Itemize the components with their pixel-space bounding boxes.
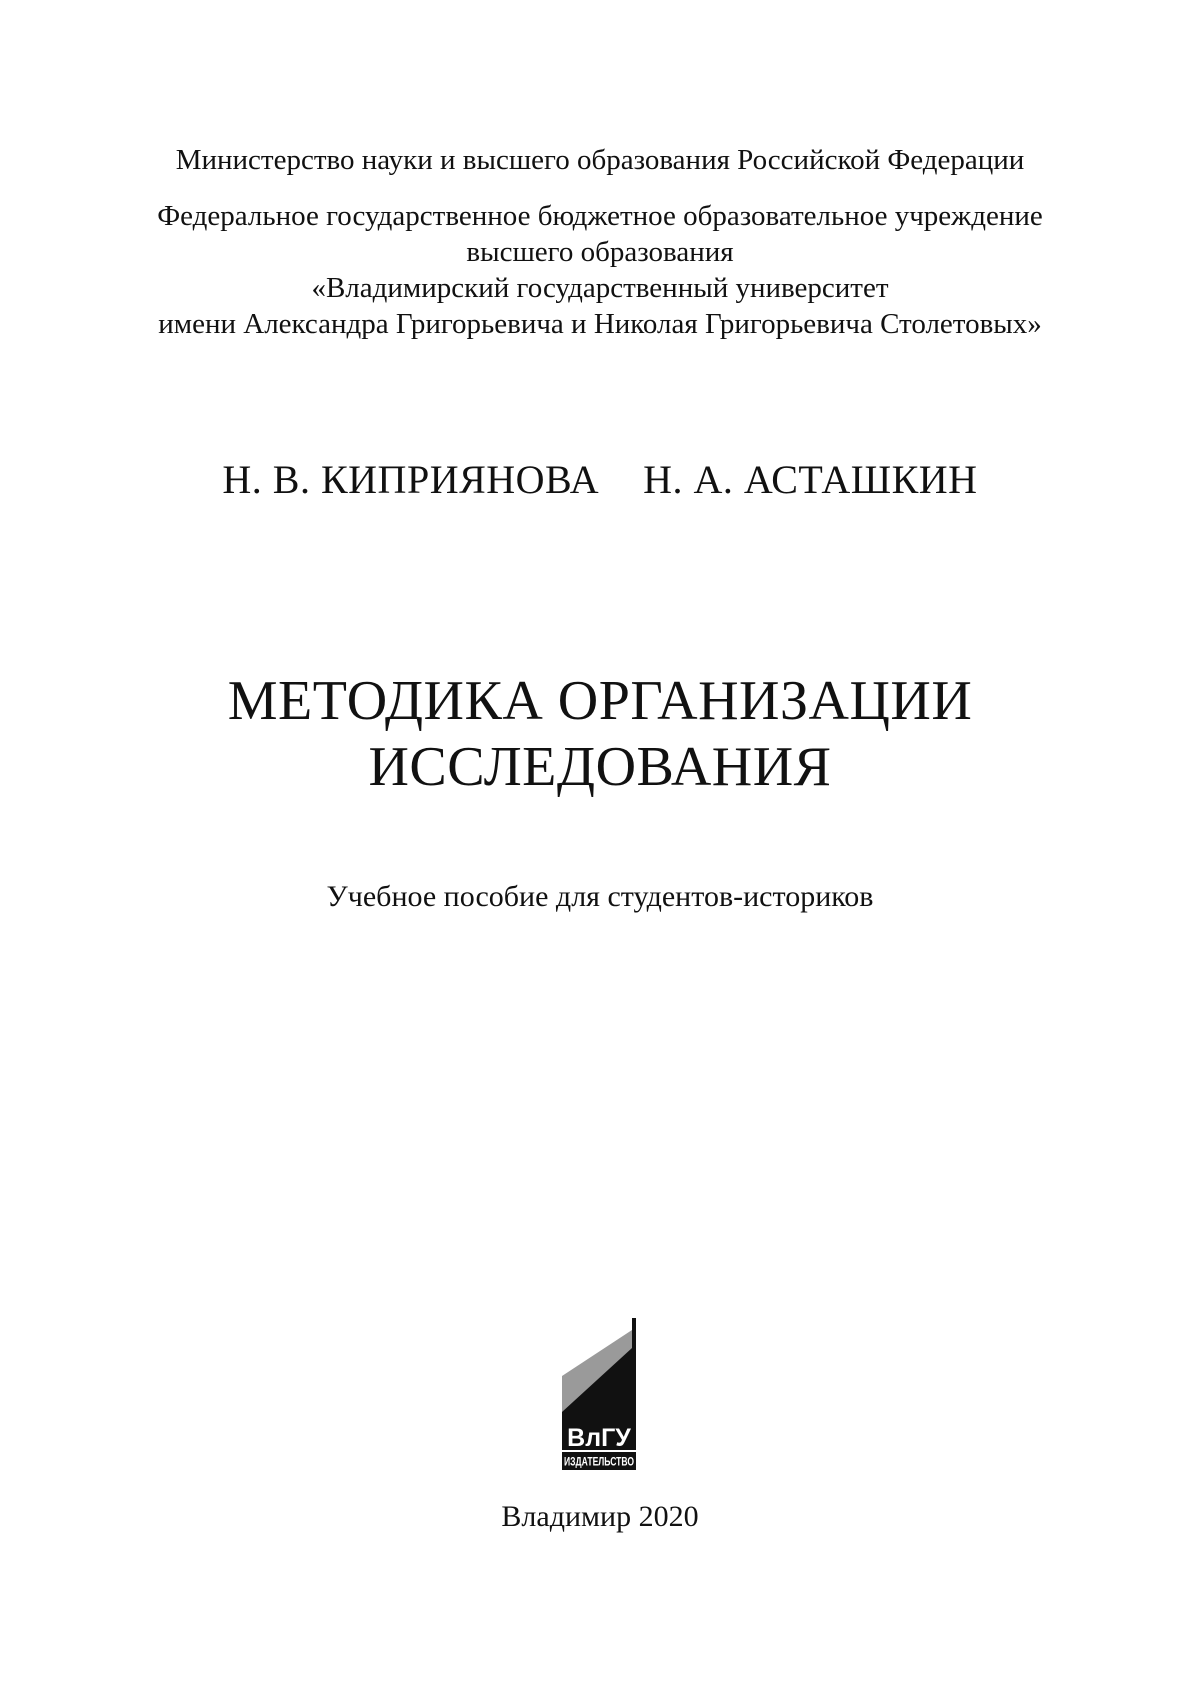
book-title-line-2: ИССЛЕДОВАНИЯ [368,736,832,798]
book-title-line-1: МЕТОДИКА ОРГАНИЗАЦИИ [227,670,973,732]
institution-line-1: Федеральное государственное бюджетное образовательное учреждение [157,200,1043,232]
author-2: Н. А. АСТАШКИН [643,457,978,502]
subtitle: Учебное пособие для студентов-историков [326,880,874,913]
logo-text: ВлГУ [567,1424,631,1452]
logo-caption: ИЗДАТЕЛЬСТВО [564,1456,635,1469]
ministry-line: Министерство науки и высшего образования Российской Федерации [175,144,1025,176]
institution-line-4: имени Александра Григорьевича и Николая Григорьевича Столетовых» [158,308,1042,340]
institution-line-3: «Владимирский государственный университет [311,272,889,304]
city-year: Владимир 2020 [501,1500,699,1533]
vlgu-publisher-logo-icon [562,1318,636,1470]
author-1: Н. В. КИПРИЯНОВА [222,457,600,502]
institution-line-2: высшего образования [466,236,734,268]
authors [0,456,1200,503]
